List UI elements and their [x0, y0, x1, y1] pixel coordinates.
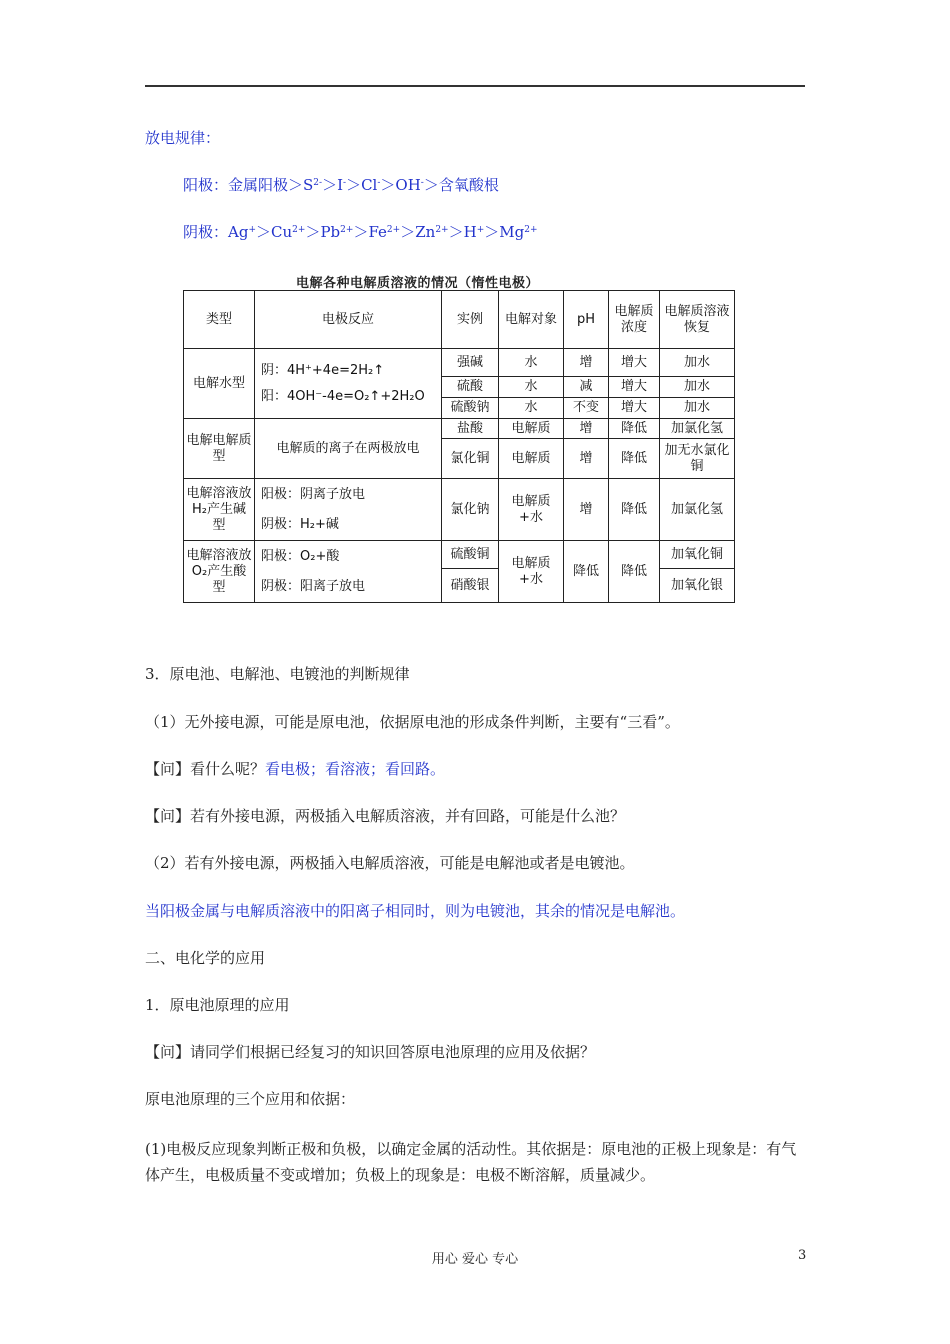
cathode-rule: 阴极：$Ag^+>Cu^{2+}>Pb^{2+}>Fe^{2+}>Zn^{2+}>H^+>Mg^{2+}$	[183, 223, 538, 241]
question-1: 【问】看什么呢？看电极；看溶液；看回路。	[145, 760, 446, 778]
header-example: 实例	[442, 291, 499, 349]
ion-charge: 2+	[292, 225, 306, 235]
header-rule	[145, 85, 805, 87]
ion-symbol: Pb	[320, 223, 341, 241]
table-row: 氯化铜 电解质 增 降低 加无水氯化铜	[184, 439, 735, 479]
reaction-electrolyte: 电解质的离子在两极放电	[255, 419, 442, 479]
table-row: 硫酸 水 减 增大 加水	[184, 377, 735, 398]
separator: ＞	[353, 223, 369, 241]
separator: ＞	[448, 223, 464, 241]
ion-charge: +	[476, 225, 485, 235]
header-object: 电解对象	[499, 291, 564, 349]
electrolysis-table	[183, 290, 735, 603]
question-3: 【问】请同学们根据已经复习的知识回答原电池原理的应用及依据？	[145, 1043, 596, 1061]
reaction-water: 阴：4H⁺+4e=2H₂↑ 阳：4OH⁻-4e=O₂↑+2H₂O	[255, 349, 442, 419]
ion-charge: 2+	[340, 225, 354, 235]
page-number: 3	[798, 1248, 807, 1263]
ion-symbol: Mg	[499, 223, 525, 241]
table-title: 电解各种电解质溶液的情况（惰性电极）	[296, 276, 540, 291]
section-3-heading: 3．原电池、电解池、电镀池的判断规律	[145, 665, 410, 683]
ion-symbol: Cu	[271, 223, 293, 241]
rule-title: 放电规律：	[145, 129, 221, 147]
ion-charge: 2+	[435, 225, 449, 235]
separator: ＞	[305, 223, 321, 241]
table-row: 硝酸银 加氧化银	[184, 569, 735, 603]
table-row: 电解电解质型 电解质的离子在两极放电 盐酸 电解质 增 降低 加氯化氢	[184, 419, 735, 439]
reaction-o2-acid: 阳极：O₂+酸 阴极：阳离子放电	[255, 541, 442, 603]
subsection-heading-1: 1．原电池原理的应用	[145, 996, 290, 1014]
section-heading-2: 二、电化学的应用	[145, 949, 266, 967]
type-electrolyte: 电解电解质型	[184, 419, 255, 479]
header-ph: pH	[564, 291, 609, 349]
table-row: 硫酸钠 水 不变 增大 加水	[184, 398, 735, 419]
ion-symbol: Ag	[228, 223, 249, 241]
header-concentration: 电解质浓度	[609, 291, 660, 349]
separator: ＞	[484, 223, 500, 241]
header-restore: 电解质溶液恢复	[660, 291, 735, 349]
paragraph-3: 原电池原理的三个应用和依据：	[145, 1090, 356, 1108]
ion-charge: 2+	[386, 225, 401, 235]
separator: ＞	[400, 223, 416, 241]
table-row: 电解溶液放H₂产生碱型 阳极：阴离子放电 阴极：H₂+碱 氯化钠 电解质+水 增 降低 加氯化氢	[184, 479, 735, 541]
paragraph-4: (1)电极反应现象判断正极和负极，以确定金属的活动性。其依据是：原电池的正极上现象是：有气体产生，电极质量不变或增加；负极上的现象是：电极不断溶解，质量减少。	[145, 1140, 797, 1184]
question-2: 【问】若有外接电源，两极插入电解质溶液，并有回路，可能是什么池？	[145, 807, 626, 825]
cathode-ion-sequence	[228, 223, 538, 241]
paragraph-1: （1）无外接电源，可能是原电池，依据原电池的形成条件判断，主要有“三看”。	[145, 713, 680, 731]
paragraph-2: （2）若有外接电源，两极插入电解质溶液，可能是电解池或者是电镀池。	[145, 854, 635, 872]
ion-charge: 2+	[524, 225, 538, 235]
reaction-h2-base: 阳极：阴离子放电 阴极：H₂+碱	[255, 479, 442, 541]
separator: ＞	[256, 223, 272, 241]
ion-symbol: H	[463, 223, 477, 241]
anode-rule: 阳极：金属阳极$>S^{2-}>I^->Cl^->OH^->$含氧酸根	[183, 176, 499, 194]
table-row: 电解水型 阴：4H⁺+4e=2H₂↑ 阳：4OH⁻-4e=O₂↑+2H₂O 强碱 水 增 增大 加水	[184, 349, 735, 377]
type-h2-base: 电解溶液放H₂产生碱型	[184, 479, 255, 541]
type-o2-acid: 电解溶液放O₂产生酸型	[184, 541, 255, 603]
page-footer: 用心 爱心 专心	[431, 1252, 519, 1267]
answer-blue: 当阳极金属与电解质溶液中的阳离子相同时，则为电镀池，其余的情况是电解池。	[145, 902, 686, 920]
ion-symbol: Fe	[368, 223, 387, 241]
type-water: 电解水型	[184, 349, 255, 419]
header-type: 类型	[184, 291, 255, 349]
ion-charge: +	[248, 225, 256, 235]
ion-symbol: Zn	[415, 223, 436, 241]
table-row: 电解溶液放O₂产生酸型 阳极：O₂+酸 阴极：阳离子放电 硫酸铜 电解质+水 降低 降低 加氧化铜	[184, 541, 735, 569]
header-reaction: 电极反应	[255, 291, 442, 349]
